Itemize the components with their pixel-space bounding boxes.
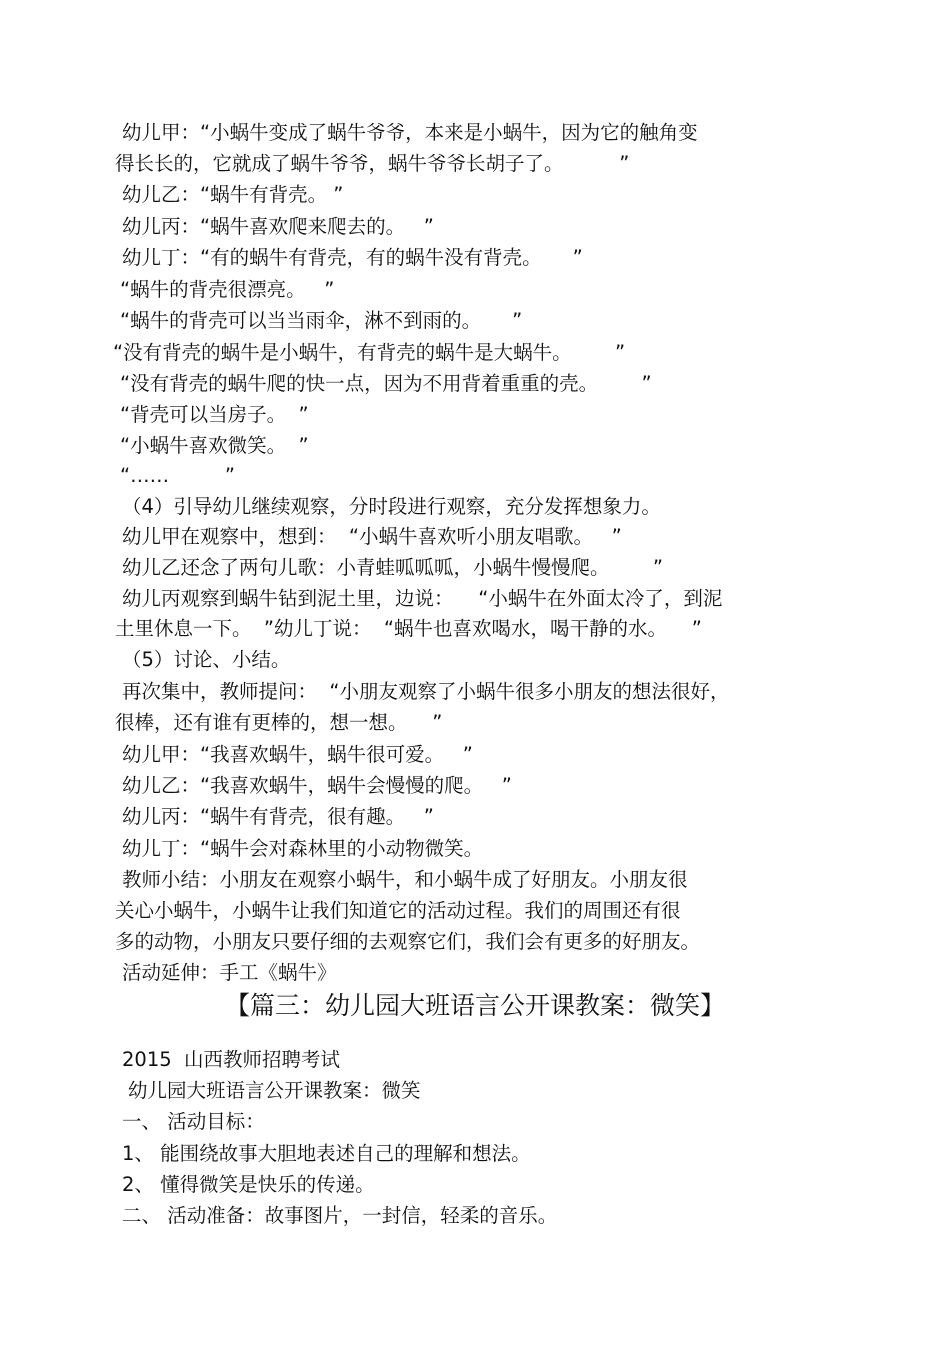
text-line: 很棒，还有谁有更棒的，想一想。 ” xyxy=(115,711,443,734)
text-line: 得长长的，它就成了蜗牛爷爷，蜗牛爷爷长胡子了。 ” xyxy=(115,152,630,175)
text-line: 幼儿丙观察到蜗牛钻到泥土里，边说： “小蜗牛在外面太冷了，到泥 xyxy=(122,587,723,610)
text-line: 2015 山西教师招聘考试 xyxy=(122,1048,341,1071)
text-line: 1、 能围绕故事大胆地表述自己的理解和想法。 xyxy=(122,1142,531,1165)
text-line: 多的动物，小朋友只要仔细的去观察它们，我们会有更多的好朋友。 xyxy=(115,930,701,953)
text-line: 幼儿乙：“我喜欢蜗牛，蜗牛会慢慢的爬。 ” xyxy=(122,774,512,797)
section-heading: 【篇三：幼儿园大班语言公开课教案：微笑】 xyxy=(224,991,725,1020)
text-line: 幼儿乙还念了两句儿歌：小青蛙呱呱呱，小蜗牛慢慢爬。 ” xyxy=(122,556,663,579)
text-line: 幼儿甲：“我喜欢蜗牛，蜗牛很可爱。 ” xyxy=(122,743,473,766)
text-line: （4）引导幼儿继续观察，分时段进行观察，充分发挥想象力。 xyxy=(122,495,661,518)
text-line: 一、 活动目标： xyxy=(122,1110,265,1133)
text-line: 幼儿丁：“蜗牛会对森林里的小动物微笑。 xyxy=(122,837,484,860)
text-line: “背壳可以当房子。 ” xyxy=(120,403,309,426)
text-line: 关心小蜗牛，小蜗牛让我们知道它的活动过程。我们的周围还有很 xyxy=(115,899,681,922)
text-line: 幼儿甲：“小蜗牛变成了蜗牛爷爷，本来是小蜗牛，因为它的触角变 xyxy=(122,121,698,144)
text-line: 幼儿丙：“蜗牛喜欢爬来爬去的。 ” xyxy=(122,215,434,238)
text-line: （5）讨论、小结。 xyxy=(122,648,291,671)
text-line: 二、 活动准备：故事图片，一封信，轻柔的音乐。 xyxy=(122,1204,558,1227)
text-line: “没有背壳的蜗牛是小蜗牛，有背壳的蜗牛是大蜗牛。 ” xyxy=(113,341,626,364)
text-line: 2、 懂得微笑是快乐的传递。 xyxy=(122,1173,375,1196)
text-line: 幼儿甲在观察中，想到： “小蜗牛喜欢听小朋友唱歌。 ” xyxy=(122,525,622,548)
text-line: 土里休息一下。 ”幼儿丁说： “蜗牛也喜欢喝水，喝干静的水。 ” xyxy=(115,617,702,640)
text-line: “蜗牛的背壳可以当当雨伞，淋不到雨的。 ” xyxy=(120,309,523,332)
text-line: “小蜗牛喜欢微笑。 ” xyxy=(120,434,309,457)
text-line: “…… ” xyxy=(120,464,235,487)
text-line: 再次集中，教师提问： “小朋友观察了小蜗牛很多小朋友的想法很好， xyxy=(122,680,730,703)
text-line: 幼儿园大班语言公开课教案：微笑 xyxy=(128,1079,421,1102)
text-line: 教师小结：小朋友在观察小蜗牛，和小蜗牛成了好朋友。小朋友很 xyxy=(122,868,688,891)
text-line: 幼儿乙：“蜗牛有背壳。 ” xyxy=(122,183,344,206)
text-line: “没有背壳的蜗牛爬的快一点，因为不用背着重重的壳。 ” xyxy=(120,372,652,395)
text-line: 幼儿丁：“有的蜗牛有背壳，有的蜗牛没有背壳。 ” xyxy=(122,246,583,269)
text-line: 活动延伸：手工《蜗牛》 xyxy=(122,961,337,984)
text-line: “蜗牛的背壳很漂亮。 ” xyxy=(120,278,335,301)
text-line: 幼儿丙：“蜗牛有背壳，很有趣。 ” xyxy=(122,805,434,828)
